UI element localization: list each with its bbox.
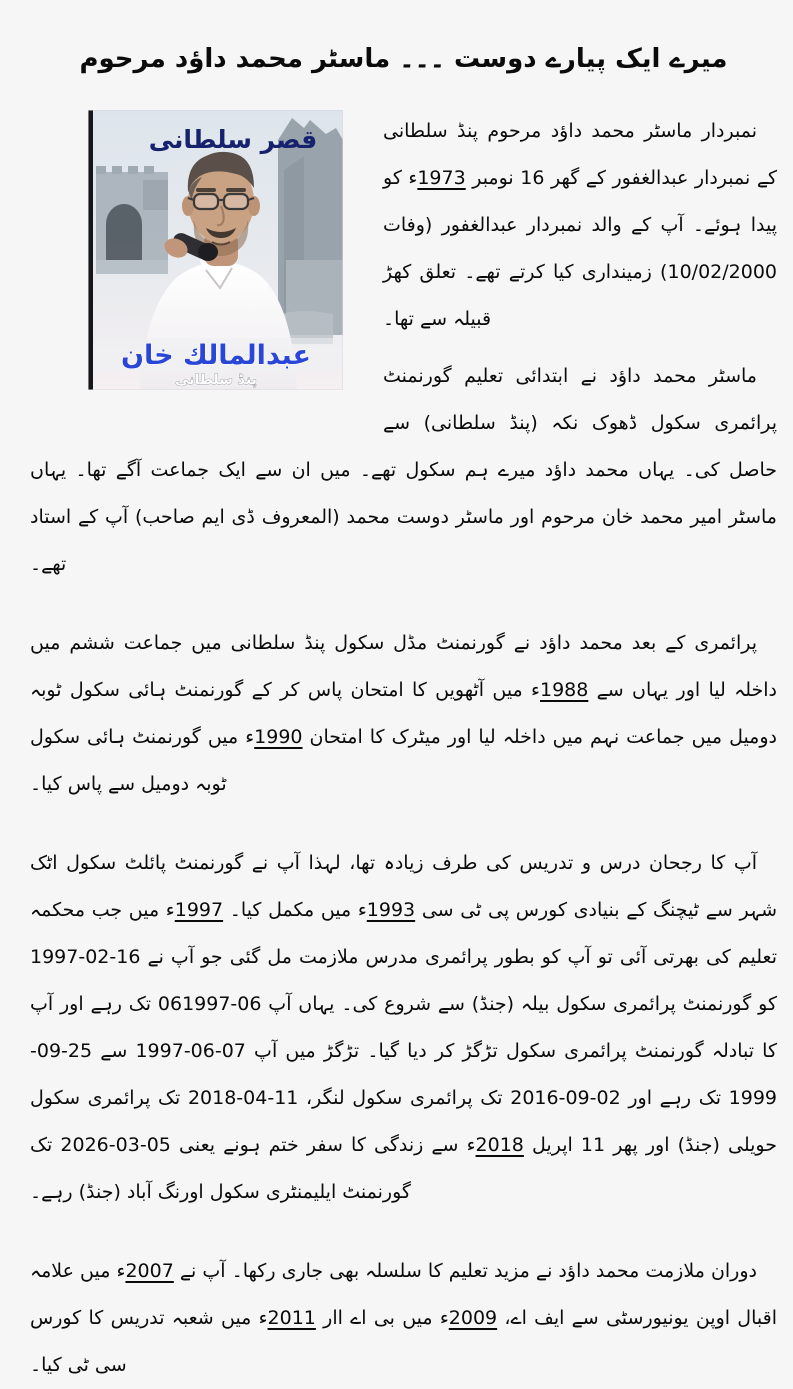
photo-edge-strip: [88, 110, 93, 390]
underlined-year: 1973: [417, 167, 466, 189]
text-run: ء میں گورنمنٹ ہائی سکول ٹوبہ دومیل سے پاس کیا۔: [30, 726, 255, 795]
text-run: ء میں بی اے اار: [315, 1307, 449, 1329]
poster-subtitle: پنڈ سلطانی: [175, 372, 257, 388]
fort-gate-ruins: [96, 166, 168, 274]
underlined-year: 1993: [366, 899, 416, 921]
underlined-year: 1988: [540, 679, 589, 701]
underlined-year: 2011: [267, 1307, 316, 1329]
poster-name-caption: عبدالمالك خان: [120, 340, 312, 371]
text-run: آپ کا رجحان درس و تدریس کی طرف زیادہ تھا، لہذا آپ نے گورنمنٹ پائلٹ سکول اٹک شہر سے ٹیچنگ کے بنیادی کورس پی ٹی سی: [30, 852, 777, 921]
memorial-poster-image: [88, 110, 343, 390]
text-run: نمبردار ماسٹر محمد داؤد مرحوم پنڈ سلطانی کے نمبردار عبدالغفور کے گھر 16 نومبر: [383, 120, 778, 189]
underlined-year: 2018: [475, 1134, 524, 1156]
text-run: ء میں آٹھویں کا امتحان پاس کر کے گورنمنٹ ہائی سکول ٹوبہ دومیل میں جماعت نہم میں داخلہ لیا اور میٹرک کا امتحان: [30, 679, 778, 748]
underlined-year: 2007: [125, 1260, 174, 1282]
text-run: ء میں جب محکمہ تعلیم کی بھرتی آئی تو آپ کو بطور پرائمری مدرس ملازمت مل گئی جو آپ نے 16-02-1997 کو گورنمنٹ پرائمری سکول بیلہ (جنڈ) سے شروع کی۔ یہاں آپ 06-061997 تک رہے اور آپ کا تبادلہ گورنمنٹ پرائمری سکول تڑگڑ کر دیا گیا۔ تڑگڑ میں آپ 07-06-1997 سے 25-09-1999 تک رہے اور 02-09-2016 تک پرائمری سکول لنگر، 11-04-2018 تک پرائمری سکول حویلی (جنڈ) اور پھر 11 اپریل: [30, 899, 777, 1156]
text-run: ء میں مکمل کیا۔: [223, 899, 367, 921]
page-title: میرے ایک پیارے دوست ۔۔۔ ماسٹر محمد داؤد مرحوم: [79, 44, 728, 74]
text-run: ء میں شعبہ تدریس کا کورس سی ٹی کیا۔: [30, 1307, 268, 1376]
text-run: ء کو پیدا ہوئے۔ آپ کے والد نمبردار عبدالغفور (وفات 10/02/2000) زمینداری کیا کرتے تھے۔ تعلق کھڑ قبیلہ سے تھا۔: [383, 167, 777, 330]
article-body: [30, 108, 777, 1389]
underlined-year: 2009: [448, 1307, 498, 1329]
paragraph-teaching-career: [30, 840, 777, 1216]
underlined-year: 1990: [254, 726, 303, 748]
text-run: پرائمری کے بعد محمد داؤد نے گورنمنٹ مڈل سکول پنڈ سلطانی میں جماعت ششم میں داخلہ لیا اور یہاں سے: [30, 632, 778, 701]
text-run: دوران ملازمت محمد داؤد نے مزید تعلیم کا سلسلہ بھی جاری رکھا۔ آپ نے: [173, 1260, 757, 1282]
text-run: ء میں علامہ اقبال اوپن یونیورسٹی سے ایف اے،: [30, 1260, 777, 1329]
paragraph-further-education: [30, 1248, 777, 1389]
text-run: ماسٹر محمد داؤد نے ابتدائی تعلیم گورنمنٹ پرائمری سکول ڈھوک نکہ (پنڈ سلطانی) سے حاصل کی۔ یہاں محمد داؤد میرے ہم سکول تھے۔ میں ان سے ایک جماعت آگے تھا۔ یہاں ماسٹر امیر محمد خان مرحوم اور ماسٹر دوست محمد (المعروف ڈی ایم صاحب) آپ کے استاد تھے۔: [30, 365, 777, 575]
paragraph-middle-matric: [30, 620, 777, 808]
underlined-year: 1997: [174, 899, 224, 921]
text-run: ء سے زندگی کا سفر ختم ہونے یعنی 05-03-2026 تک گورنمنٹ ایلیمنٹری سکول اورنگ آباد (جنڈ) رہے۔: [30, 1134, 476, 1203]
poster-graphic: [88, 110, 343, 390]
poster-top-caption: قصر سلطانی: [148, 125, 318, 154]
